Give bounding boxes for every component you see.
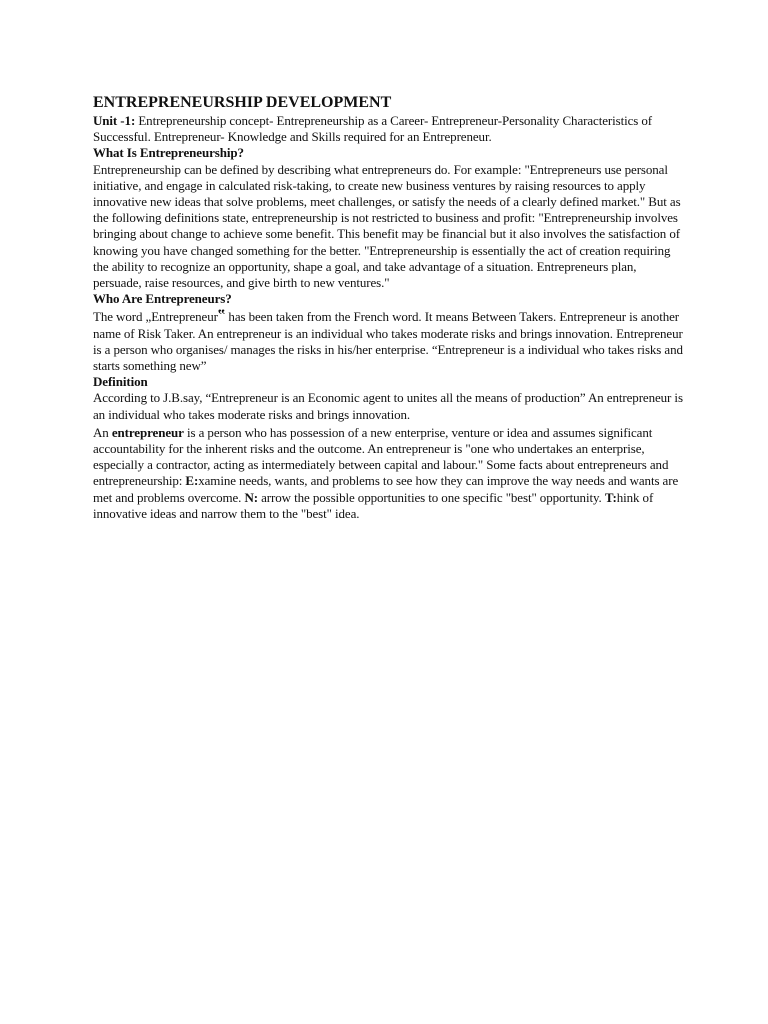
unit-text: Entrepreneurship concept- Entrepreneurship as a Career- Entrepreneur-Personality Characteristics of Successful. Entrepreneur- Knowledge and Skills required for an Entrepreneur. — [93, 113, 653, 145]
who-body-end: has been taken from the French word. It means Between Takers. Entrepreneur is another name of Risk Taker. An entrepreneur is an individual who takes moderate risks and brings innovation. Entrepreneur is a person who organises/ manages the risks in his/her enterprise. “Entrepreneur is a individual who takes risks and starts something new” — [93, 309, 683, 374]
def2-t-label: T: — [604, 489, 617, 505]
def2-bold-term: entrepreneur — [111, 424, 184, 440]
section-heading-who-are-entrepreneurs: Who Are Entrepreneurs? — [93, 291, 232, 307]
section-heading-definition: Definition — [93, 374, 148, 390]
def2-n-text: arrow the possible opportunities to one specific "best" opportunity. — [257, 489, 605, 505]
unit-paragraph — [93, 113, 683, 145]
def2-mid: is a person who has possession of a new enterprise, venture or idea and assumes significant accountability for the inherent risks and the outcome. An entrepreneur is "one who undertakes an enterprise, especially a contractor, acting as intermediately between capital and labour." Some facts about entrepreneurs and entrepreneurship: — [93, 424, 669, 489]
def2-e-text: xamine needs, wants, and problems to see how they can improve the way needs and wants are met and problems overcome. — [93, 473, 679, 505]
section-body-who-are-entrepreneurs — [93, 307, 683, 374]
document-page — [93, 93, 683, 522]
unit-label: Unit -1: — [93, 113, 136, 128]
def2-start: An — [93, 424, 112, 440]
definition-paragraph-2 — [93, 425, 683, 522]
def2-e-label: E: — [185, 473, 199, 489]
definition-paragraph-1: According to J.B.say, “Entrepreneur is an Economic agent to unites all the means of production” An entrepreneur is an individual who takes moderate risks and brings innovation. — [93, 390, 683, 422]
who-body-quote: ‟ — [217, 307, 226, 324]
def2-t-text: hink of innovative ideas and narrow them to the "best" idea. — [93, 489, 654, 521]
def2-n-label: N: — [244, 489, 258, 505]
who-body-start: The word „Entrepreneur — [93, 309, 218, 325]
document-title: ENTREPRENEURSHIP DEVELOPMENT — [93, 94, 392, 111]
section-heading-what-is-entrepreneurship: What Is Entrepreneurship? — [93, 145, 244, 161]
section-body-what-is-entrepreneurship: Entrepreneurship can be defined by describing what entrepreneurs do. For example: "Entrepreneurs use personal initiative, and engage in calculated risk-taking, to create new business ventures by raising resources to apply innovative new ideas that solve problems, meet challenges, or satisfy the needs of a clearly defined market." But as the following definitions state, entrepreneurship is not restricted to business and profit: "Entrepreneurship involves bringing about change to achieve some benefit. This benefit may be financial but it also involves the satisfaction of knowing you have changed something for the better. "Entrepreneurship is essentially the act of creation requiring the ability to recognize an opportunity, shape a goal, and take advantage of a situation. Entrepreneurs plan, persuade, raise resources, and give birth to new ventures." — [93, 161, 681, 291]
